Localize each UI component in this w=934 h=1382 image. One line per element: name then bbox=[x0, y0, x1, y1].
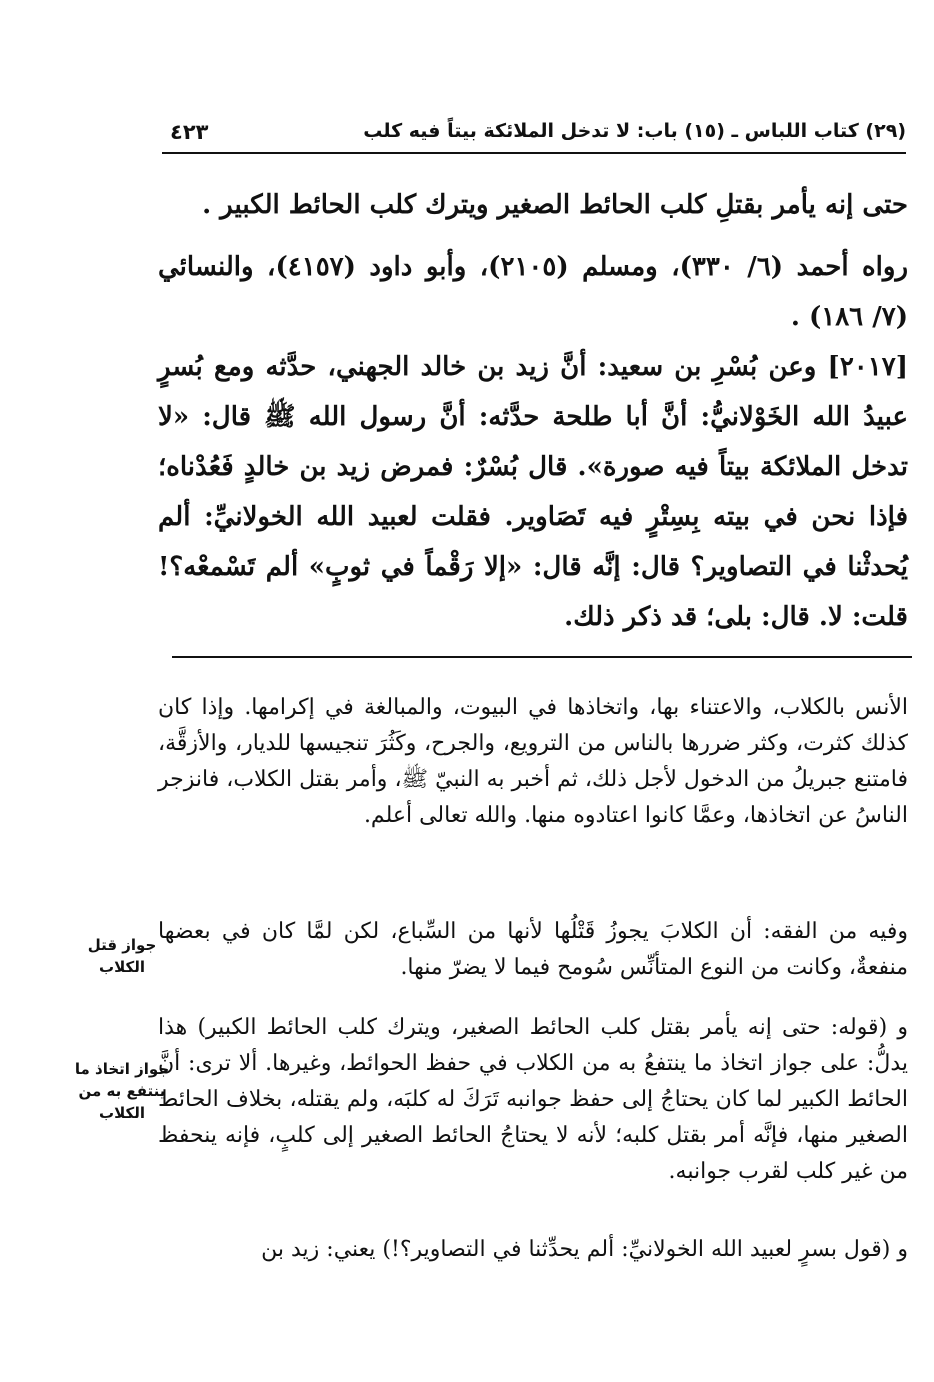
commentary-4 bbox=[158, 1232, 908, 1268]
commentary-paragraph: الأنس بالكلاب، والاعتناء بها، واتخاذها في البيوت، والمبالغة في إكرامها. وإذا كان كذلك كثرت، وكثر ضررها بالناس من الترويع، والجرح، وكَثُرَ تنجيسها للديار، والأزقَّة، فامتنع جبريلُ من الدخول لأجل ذلك، ثم أخبر به النبيّ ﷺ، وأمر بقتل الكلاب، فانزجر الناسُ عن اتخاذها، وعمَّا كانوا اعتادوه منها. والله تعالى أعلم. bbox=[158, 695, 908, 828]
hadith-paragraph: رواه أحمد (٦/ ٣٣٠)، ومسلم (٢١٠٥)، وأبو داود (٤١٥٧)، والنسائي (٧/ ١٨٦) . bbox=[158, 252, 908, 332]
hadith-paragraph: حتى إنه يأمر بقتلِ كلب الحائط الصغير ويترك كلب الحائط الكبير . bbox=[202, 190, 908, 220]
commentary-2 bbox=[158, 914, 908, 986]
margin-note-1: جواز قتل الكلاب bbox=[87, 936, 157, 976]
commentary-paragraph: و (قوله: حتى إنه يأمر بقتل كلب الحائط الصغير، ويترك كلب الحائط الكبير) هذا يدلُّ: على جواز اتخاذ ما ينتفعُ به من الكلاب في حفظ الحوائط، وغيرها. ألا ترى: أنَّ الحائط الكبير لما كان يحتاجُ إلى حفظ جوانبه تَرَكَ له كلبَه، ولم يقتله، بخلاف الحائط الصغير منها، فإنَّه أمر بقتل كلبه؛ لأنه لا يحتاجُ الحائط الصغير إلى كلبٍ، فإنه ينحفظ من غير كلب لقرب جوانبه. bbox=[158, 1015, 908, 1184]
hadith-paragraph: [٢٠١٧] وعن بُسْرِ بن سعيد: أنَّ زيد بن خالد الجهني، حدَّثه ومع بُسرٍ عبيدُ الله الخَوْلانيُّ: أنَّ أبا طلحة حدَّثه: أنَّ رسول الله ﷺ قال: «لا تدخل الملائكة بيتاً فيه صورة». قال بُسْرٌ: فمرض زيد بن خالدٍ فَعُدْناه؛ فإذا نحن في بيته بِسِتْرٍ فيه تَصَاوير. فقلت لعبيد الله الخولانيِّ: ألم يُحدثْنا في التصاوير؟ قال: إنَّه قال: «إلا رَقْماً في ثوبٍ» ألم تَسْمعْه؟! قلت: لا. قال: بلى؛ قد ذكر ذلك. bbox=[158, 352, 908, 632]
commentary-3 bbox=[158, 1010, 908, 1190]
running-title: (٢٩) كتاب اللباس ـ (١٥) باب: لا تدخل الملائكة بيتاً فيه كلب bbox=[363, 120, 906, 142]
hadith-text-1 bbox=[158, 180, 908, 230]
margin-note-2: جواز اتخاذ ما ينتفع به من الكلاب bbox=[74, 1060, 170, 1122]
section-divider bbox=[172, 656, 912, 658]
page-header bbox=[162, 118, 906, 154]
commentary-paragraph: وفيه من الفقه: أن الكلابَ يجوزُ قَتْلُها لأنها من السِّباع، لكن لمَّا كان في بعضها منفعةٌ، وكانت من النوع المتأنِّس سُومح فيما لا يضرّ منها. bbox=[158, 919, 908, 980]
hadith-text-3 bbox=[158, 342, 908, 642]
page-number: ٤٢٣ bbox=[170, 120, 209, 144]
commentary-paragraph: و (قول بسرٍ لعبيد الله الخولانيِّ: ألم يحدِّثنا في التصاوير؟!) يعني: زيد بن bbox=[261, 1237, 908, 1262]
hadith-text-2 bbox=[158, 242, 908, 342]
commentary-1 bbox=[158, 690, 908, 834]
